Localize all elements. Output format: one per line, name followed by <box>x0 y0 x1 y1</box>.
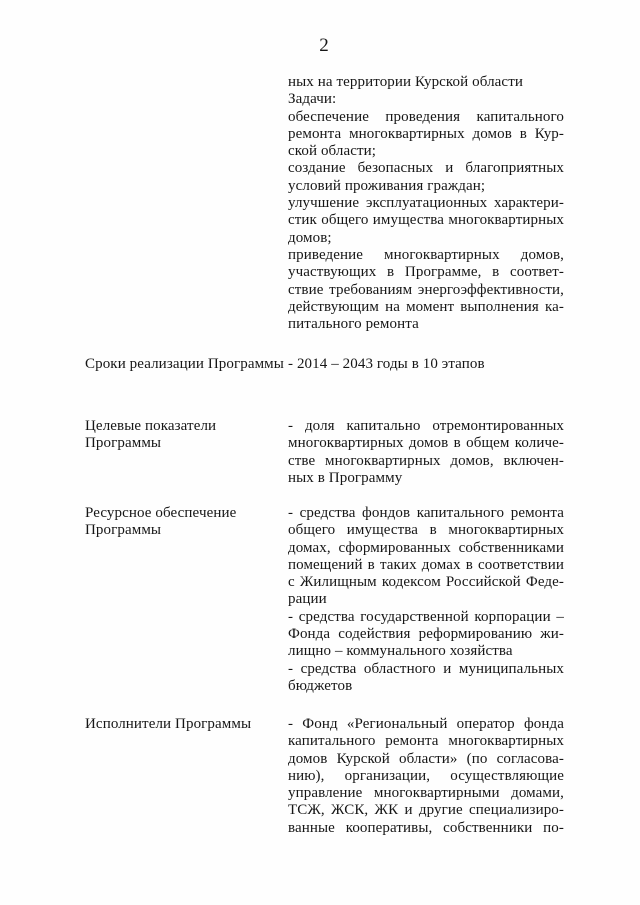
text-line: обеспечение проведения капитального <box>288 108 564 125</box>
text-line: рации <box>288 591 327 608</box>
text-line: создание безопасных и благоприятных <box>288 160 564 177</box>
text-line: Задачи: <box>288 91 337 108</box>
text-line: - средства государственной корпорации – <box>288 608 564 625</box>
row-label <box>85 418 285 453</box>
row-content <box>288 74 564 333</box>
text-line: бюджетов <box>288 677 353 694</box>
text-line: управление многоквартирными домами, <box>288 785 564 802</box>
row-label <box>85 356 285 373</box>
text-line: ных на территории Курской области <box>288 74 523 90</box>
label-line: Исполнители Программы <box>85 716 252 732</box>
text-line: приведение многоквартирных домов, <box>288 246 564 263</box>
text-line: - средства фондов капитального ремонта <box>288 505 564 521</box>
text-line: ТСЖ, ЖСК, ЖК и другие специализиро- <box>288 802 564 819</box>
row-label <box>85 716 285 733</box>
row-label <box>85 505 285 540</box>
text-line: с Жилищным кодексом Российской Феде- <box>288 574 564 591</box>
label-line: Программы <box>85 522 162 539</box>
text-line: стик общего имущества многоквартирных <box>288 212 564 229</box>
label-line: Программы <box>85 435 162 452</box>
text-line: условий проживания граждан; <box>288 177 486 194</box>
text-line: - доля капитально отремонтированных <box>288 418 564 434</box>
label-line: Ресурсное обеспечение <box>85 505 237 521</box>
text-line: стве многоквартирных домов, включен- <box>288 452 564 469</box>
text-line: помещений в таких домах в соответствии <box>288 556 564 573</box>
text-line: многоквартирных домов в общем количе- <box>288 435 564 452</box>
text-line: - средства областного и муниципальных <box>288 660 564 677</box>
text-line: лищно – коммунального хозяйства <box>288 643 513 660</box>
label-line: Сроки реализации Программы <box>85 356 284 372</box>
label-line: Целевые показатели <box>85 418 217 434</box>
text-line: действующим на момент выполнения ка- <box>288 298 564 315</box>
text-line: ствие требованиям энергоэффективности, <box>288 281 564 298</box>
text-line: - Фонд «Региональный оператор фонда <box>288 716 564 732</box>
page-number: 2 <box>319 35 329 56</box>
text-line: ремонта многоквартирных домов в Кур- <box>288 125 564 142</box>
text-line: нию), организации, осуществляющие <box>288 767 564 784</box>
text-line: домов Курской области» (по согласова- <box>288 750 564 767</box>
row-content <box>288 716 564 837</box>
text-line: Фонда содействия реформированию жи- <box>288 626 564 643</box>
text-line: ской области; <box>288 143 377 160</box>
text-line: питального ремонта <box>288 316 419 333</box>
text-line: домов; <box>288 229 332 246</box>
text-line: капитального ремонта многоквартирных <box>288 733 564 750</box>
text-line: - 2014 – 2043 годы в 10 этапов <box>288 356 485 372</box>
text-line: домах, сформированных собственниками <box>288 539 564 556</box>
text-line: ных в Программу <box>288 469 403 486</box>
row-content <box>288 418 564 487</box>
row-content <box>288 356 564 373</box>
text-line: участвующих в Программе, в соответ- <box>288 264 564 281</box>
text-line: общего имущества в многоквартирных <box>288 522 564 539</box>
row-content <box>288 505 564 695</box>
text-line: улучшение эксплуатационных характери- <box>288 195 564 212</box>
text-line: ванные кооперативы, собственники по- <box>288 819 564 836</box>
